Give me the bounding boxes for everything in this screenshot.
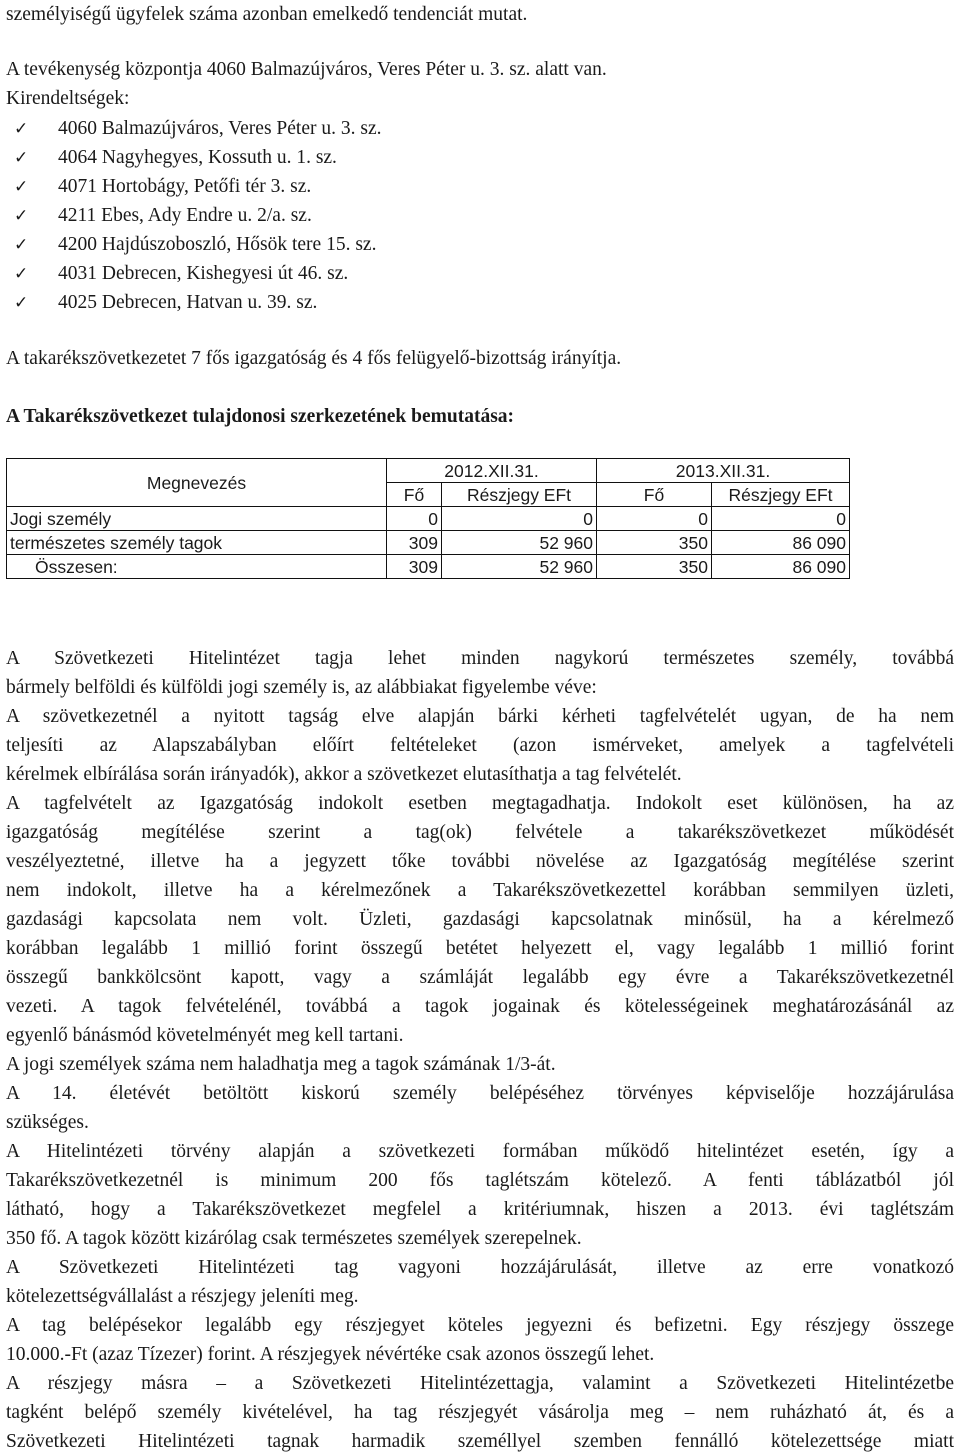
- body-line: kérelmek elbírálása során irányadók), akkor a szövetkezet elutasíthatja a tag felvételét.: [6, 764, 682, 785]
- check-icon: ✓: [14, 119, 29, 139]
- body-line: egyenlő bánásmód követelményét meg kell tartani.: [6, 1025, 404, 1046]
- body-line: A tagfelvételt az Igazgatóság indokolt esetben megtagadhatja. Indokolt eset különösen, ha az: [6, 793, 954, 814]
- table-header-reszjegy: Részjegy EFt: [712, 483, 850, 507]
- table-cell: 309: [387, 531, 442, 555]
- table-cell-label: Összesen:: [7, 555, 387, 579]
- list-item: ✓ 4025 Debrecen, Hatvan u. 39. sz.: [14, 288, 381, 317]
- body-line: A Szövetkezeti Hitelintézet tagja lehet minden nagykorú természetes személy, továbbá: [6, 648, 954, 669]
- body-line: tagként belépő személy kivételével, ha tag részjegyét vásárolja meg – nem ruházható át, és a: [6, 1402, 954, 1423]
- body-line: kötelezettségvállalást a részjegy jeleníti meg.: [6, 1286, 359, 1307]
- table-header-year-2013: 2013.XII.31.: [597, 459, 850, 483]
- section-heading: [6, 402, 954, 431]
- body-line: A tag belépésekor legalább egy részjegyet köteles jegyezni és befizetni. Egy részjegy összege: [6, 1315, 954, 1336]
- list-item: ✓ 4060 Balmazújváros, Veres Péter u. 3. sz.: [14, 114, 381, 143]
- table-header-fo: Fő: [387, 483, 442, 507]
- body-line: gazdasági kapcsolata nem volt. Üzleti, gazdasági kapcsolatnak minősül, ha a kérelmező: [6, 909, 954, 930]
- intro-line-1: személyiségű ügyfelek száma azonban emelkedő tendenciát mutat.: [6, 4, 528, 25]
- table-header-reszjegy: Részjegy EFt: [442, 483, 597, 507]
- list-item: ✓ 4031 Debrecen, Kishegyesi út 46. sz.: [14, 259, 381, 288]
- body-line: A 14. életévét betöltött kiskorú személy belépéséhez törvényes képviselője hozzájárulása: [6, 1083, 954, 1104]
- check-icon: ✓: [14, 235, 29, 255]
- body-line: Szövetkezeti Hitelintézeti tagnak harmadik személlyel szemben fennálló kötelezettsége miatt: [6, 1431, 954, 1452]
- body-line: 350 fő. A tagok között kizárólag csak természetes személyek szerepelnek.: [6, 1228, 582, 1249]
- section-heading-line: A Takarékszövetkezet tulajdonosi szerkezetének bemutatása:: [6, 406, 515, 427]
- table-cell: 350: [597, 531, 712, 555]
- body-line: A jogi személyek száma nem haladhatja meg a tagok számának 1/3-át.: [6, 1054, 556, 1075]
- table-header-fo: Fő: [597, 483, 712, 507]
- table-cell-label: Jogi személy: [7, 507, 387, 531]
- ownership-table: [6, 458, 850, 579]
- branch-list: [14, 114, 381, 317]
- body-line: A Hitelintézeti törvény alapján a szövetkezeti formában működő hitelintézet esetén, így a: [6, 1141, 954, 1162]
- body-line: nem indokolt, illetve ha a kérelmezőnek a Takarékszövetkezettel korábban semmilyen üzleti,: [6, 880, 954, 901]
- table-cell: 0: [712, 507, 850, 531]
- check-icon: ✓: [14, 206, 29, 226]
- body-line: szükséges.: [6, 1112, 89, 1133]
- check-icon: ✓: [14, 177, 29, 197]
- body-line: összegű bankkölcsönt kapott, vagy a számláját legalább egy évre a Takarékszövetkezetnél: [6, 967, 954, 988]
- table-cell: 86 090: [712, 531, 850, 555]
- table-cell: 350: [597, 555, 712, 579]
- body-line: A Szövetkezeti Hitelintézeti tag vagyoni hozzájárulását, illetve az erre vonatkozó: [6, 1257, 954, 1278]
- table-row: [7, 507, 850, 531]
- table-row: [7, 531, 850, 555]
- body-line: teljesíti az Alapszabályban előírt feltételeket (azon ismérveket, amelyek a tagfelvételi: [6, 735, 954, 756]
- table-cell: 86 090: [712, 555, 850, 579]
- table-cell: 0: [597, 507, 712, 531]
- check-icon: ✓: [14, 293, 29, 313]
- body-line: bármely belföldi és külföldi jogi személy is, az alábbiakat figyelembe véve:: [6, 677, 597, 698]
- body-line: Takarékszövetkezetnél is minimum 200 fős taglétszám kötelező. A fenti táblázatból jól: [6, 1170, 954, 1191]
- intro-line-2: A tevékenység központja 4060 Balmazújváros, Veres Péter u. 3. sz. alatt van.: [6, 59, 607, 80]
- table-cell: 0: [442, 507, 597, 531]
- intro-line-3: Kirendeltségek:: [6, 88, 130, 109]
- table-cell: 52 960: [442, 531, 597, 555]
- body-line: vezeti. A tagok felvételénél, továbbá a tagok jogainak és kötelességeinek meghatározásánál az: [6, 996, 954, 1017]
- table-cell-label: természetes személy tagok: [7, 531, 387, 555]
- body-line: 10.000.-Ft (azaz Tízezer) forint. A részjegyek névértéke csak azonos összegű lehet.: [6, 1344, 655, 1365]
- table-header-year-2012: 2012.XII.31.: [387, 459, 597, 483]
- check-icon: ✓: [14, 264, 29, 284]
- board-line: A takarékszövetkezetet 7 fős igazgatóság és 4 fős felügyelő-bizottság irányítja.: [6, 348, 622, 369]
- body-text: [6, 644, 954, 1456]
- list-item: ✓ 4200 Hajdúszoboszló, Hősök tere 15. sz.: [14, 230, 381, 259]
- body-line: igazgatóság megítélése szerint a tag(ok) felvétele a takarékszövetkezet működését: [6, 822, 954, 843]
- intro-text-2: [6, 55, 954, 113]
- table-cell: 52 960: [442, 555, 597, 579]
- table-cell: 309: [387, 555, 442, 579]
- list-item: ✓ 4211 Ebes, Ady Endre u. 2/a. sz.: [14, 201, 381, 230]
- list-item: ✓ 4064 Nagyhegyes, Kossuth u. 1. sz.: [14, 143, 381, 172]
- body-line: veszélyeztetné, illetve ha a jegyzett tőke további növelése az Igazgatóság megítélése szerint: [6, 851, 954, 872]
- table-cell: 0: [387, 507, 442, 531]
- body-line: A részjegy másra – a Szövetkezeti Hitelintézettagja, valamint a Szövetkezeti Hitelintézetbe: [6, 1373, 954, 1394]
- check-icon: ✓: [14, 148, 29, 168]
- list-item: ✓ 4071 Hortobágy, Petőfi tér 3. sz.: [14, 172, 381, 201]
- body-line: látható, hogy a Takarékszövetkezet megfelel a kritériumnak, hiszen a 2013. évi taglétszám: [6, 1199, 954, 1220]
- body-line: A szövetkezetnél a nyitott tagság elve alapján bárki kérheti tagfelvételét ugyan, de ha nem: [6, 706, 954, 727]
- body-line: korábban legalább 1 millió forint összegű betétet helyezett el, vagy legalább 1 millió forint: [6, 938, 954, 959]
- table-row: [7, 555, 850, 579]
- table-header-name: Megnevezés: [7, 459, 387, 507]
- board-text: [6, 344, 954, 373]
- intro-text: [6, 0, 954, 29]
